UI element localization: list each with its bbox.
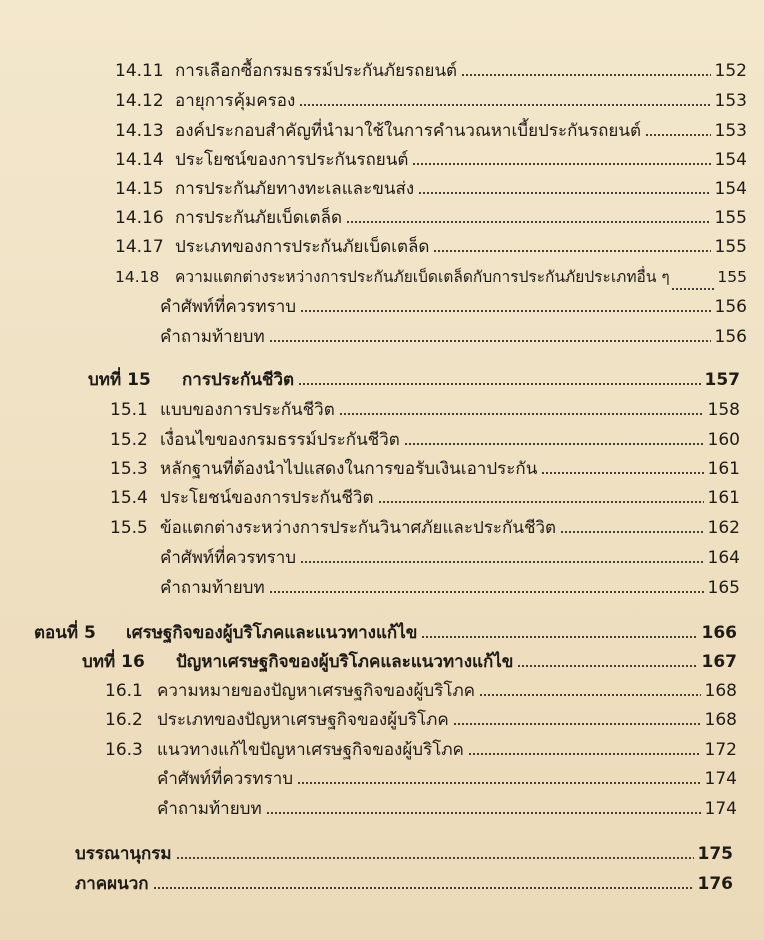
entry-page: 161 [707,459,740,479]
toc-entry-15-4[interactable] [110,485,740,511]
leader-dots [433,250,710,252]
entry-title: คำถามท้ายบท [157,799,262,819]
toc-entry-vocab-15[interactable] [160,545,740,571]
entry-page: 167 [701,652,737,672]
entry-page: 175 [697,844,733,864]
toc-entry-15-1[interactable] [110,397,740,423]
toc-entry-vocab-14[interactable] [160,294,747,320]
entry-title: เศรษฐกิจของผู้บริโภคและแนวทางแก้ไข [126,623,418,643]
entry-page: 176 [697,874,733,894]
leader-dots [300,310,710,312]
entry-title: แนวทางแก้ไขปัญหาเศรษฐกิจของผู้บริโภค [157,740,464,760]
leader-dots [453,723,701,725]
toc-entry-vocab-16[interactable] [157,766,737,792]
entry-number: 15.5 [110,518,148,538]
entry-title: องค์ประกอบสำคัญที่นำมาใช้ในการคำนวณหาเบี้ยประกันรถยนต์ [175,121,642,141]
entry-number: 16.1 [105,681,143,701]
entry-number: 16.2 [105,710,143,730]
entry-page: 164 [707,548,740,568]
entry-number: 14.13 [115,121,164,141]
toc-entry-questions-16[interactable] [157,796,737,822]
entry-page: 152 [714,61,747,81]
leader-dots [269,340,711,342]
leader-dots [300,561,703,563]
leader-dots [541,472,703,474]
entry-title: การประกันชีวิต [182,370,295,390]
toc-entry-questions-15[interactable] [160,575,740,601]
leader-dots [479,694,701,696]
toc-entry-15-2[interactable] [110,427,740,453]
leader-dots [153,887,694,889]
toc-chapter-15[interactable] [88,367,740,393]
entry-number: 14.17 [115,237,164,257]
entry-title: บรรณานุกรม [75,844,172,864]
entry-title: คำศัพท์ที่ควรทราบ [160,297,297,317]
entry-page: 166 [701,623,737,643]
toc-entry-14-16[interactable] [115,205,747,231]
entry-title: ประเภทของการประกันภัยเบ็ดเตล็ด [175,237,430,257]
leader-dots [412,163,710,165]
entry-title: ประโยชน์ของการประกันชีวิต [160,488,374,508]
toc-entry-14-11[interactable] [115,58,747,84]
toc-entry-14-13[interactable] [115,118,747,144]
entry-title: คำถามท้ายบท [160,327,265,347]
toc-part-5[interactable] [34,620,737,646]
leader-dots [299,104,710,106]
entry-page: 160 [707,430,740,450]
entry-title: ข้อแตกต่างระหว่างการประกันวินาศภัยและประกันชีวิต [160,518,557,538]
toc-chapter-16[interactable] [82,649,737,675]
leader-dots [297,782,700,784]
entry-page: 174 [704,799,737,819]
entry-page: 174 [704,769,737,789]
entry-page: 168 [704,710,737,730]
entry-page: 156 [714,327,747,347]
toc-entry-14-12[interactable] [115,88,747,114]
leader-dots [461,74,710,76]
entry-page: 156 [714,297,747,317]
entry-number: 15.4 [110,488,148,508]
toc-bibliography[interactable] [75,841,733,867]
entry-title: เงื่อนไขของกรมธรรม์ประกันชีวิต [160,430,400,450]
entry-number: 15.2 [110,430,148,450]
toc-entry-14-15[interactable] [115,176,747,202]
entry-number: 14.11 [115,61,164,81]
entry-title: คำถามท้ายบท [160,578,265,598]
entry-page: 165 [707,578,740,598]
leader-dots [346,221,710,223]
entry-number: 14.18 [115,268,160,286]
entry-title: อายุการคุ้มครอง [175,91,296,111]
leader-dots [339,413,704,415]
entry-page: 168 [704,681,737,701]
toc-entry-14-17[interactable] [115,234,747,260]
entry-title: การประกันภัยเบ็ดเตล็ด [175,208,343,228]
leader-dots [298,383,700,385]
entry-title: การเลือกซื้อกรมธรรม์ประกันภัยรถยนต์ [175,61,458,81]
entry-title: ประเภทของปัญหาเศรษฐกิจของผู้บริโภค [157,710,449,730]
entry-number: 14.15 [115,179,164,199]
toc-appendix[interactable] [75,871,733,897]
entry-page: 172 [704,740,737,760]
entry-number: 16.3 [105,740,143,760]
entry-page: 154 [714,179,747,199]
entry-title: แบบของการประกันชีวิต [160,400,335,420]
entry-page: 158 [707,400,740,420]
leader-dots [421,636,697,638]
entry-page: 155 [714,208,747,228]
toc-entry-14-18[interactable] [115,264,747,290]
entry-number: 14.12 [115,91,164,111]
entry-page: 155 [714,237,747,257]
entry-number: 15.1 [110,400,148,420]
leader-dots [560,531,703,533]
toc-entry-16-2[interactable] [105,707,737,733]
leader-dots [378,501,704,503]
leader-dots [418,192,710,194]
entry-page: 154 [714,150,747,170]
entry-title: ความหมายของปัญหาเศรษฐกิจของผู้บริโภค [157,681,476,701]
toc-entry-16-1[interactable] [105,678,737,704]
entry-title: คำศัพท์ที่ควรทราบ [157,769,294,789]
leader-dots [404,443,704,445]
toc-entry-questions-14[interactable] [160,324,747,350]
entry-page: 162 [707,518,740,538]
entry-page: 161 [707,488,740,508]
entry-number: บทที่ 15 [88,370,151,390]
toc-entry-15-3[interactable] [110,456,740,482]
entry-title: ความแตกต่างระหว่างการประกันภัยเบ็ดเตล็ดกับการประกันภัยประเภทอื่น ๆ [175,268,670,286]
leader-dots [266,812,701,814]
leader-dots [517,665,697,667]
entry-title: หลักฐานที่ต้องนำไปแสดงในการขอรับเงินเอาประกัน [160,459,538,479]
toc-entry-16-3[interactable] [105,737,737,763]
leader-dots [671,288,717,290]
entry-title: ประโยชน์ของการประกันรถยนต์ [175,150,409,170]
entry-page: 157 [704,370,740,390]
entry-number: 14.14 [115,150,164,170]
entry-number: บทที่ 16 [82,652,145,672]
toc-entry-14-14[interactable] [115,147,747,173]
leader-dots [176,857,694,859]
entry-title: คำศัพท์ที่ควรทราบ [160,548,297,568]
entry-page: 155 [717,268,747,286]
toc-entry-15-5[interactable] [110,515,740,541]
entry-title: ภาคผนวก [75,874,149,894]
entry-number: 14.16 [115,208,164,228]
entry-page: 153 [714,121,747,141]
entry-number: 15.3 [110,459,148,479]
entry-title: การประกันภัยทางทะเลและขนส่ง [175,179,415,199]
leader-dots [645,134,710,136]
leader-dots [468,753,701,755]
entry-number: ตอนที่ 5 [34,623,96,643]
leader-dots [269,591,704,593]
entry-title: ปัญหาเศรษฐกิจของผู้บริโภคและแนวทางแก้ไข [176,652,514,672]
entry-page: 153 [714,91,747,111]
